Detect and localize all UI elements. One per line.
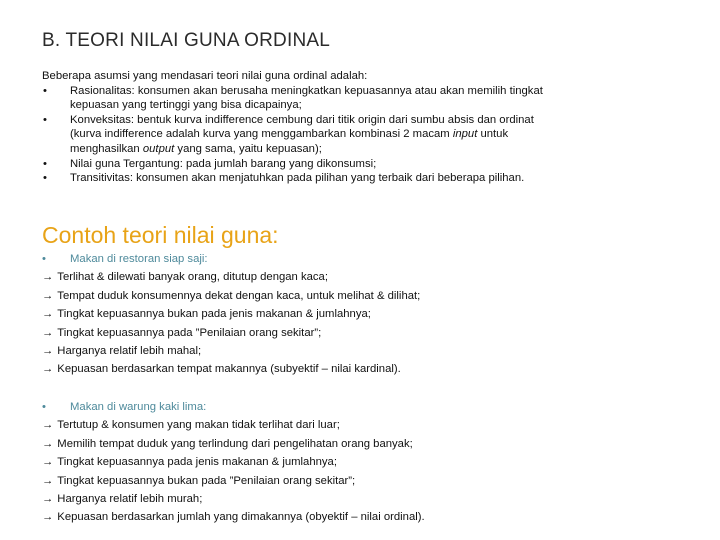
example-warung	[42, 398, 702, 527]
intro-lead: Beberapa asumsi yang mendasari teori nilai guna ordinal adalah:	[42, 70, 368, 82]
assumption-line: kepuasan yang tertinggi yang bisa dicapainya;	[70, 99, 302, 112]
arrow-item-text: Tingkat kepuasannya pada ”Penilaian orang sekitar”;	[57, 326, 322, 339]
arrow-item-text: Kepuasan berdasarkan tempat makannya (subyektif – nilai kardinal).	[57, 363, 401, 376]
arrow-item	[42, 342, 702, 360]
arrow-item-text: Harganya relatif lebih murah;	[57, 493, 203, 506]
arrow-icon: →	[42, 308, 54, 321]
emphasis-output: output	[142, 142, 175, 155]
arrow-item-text: Tempat duduk konsumennya dekat dengan kaca, untuk melihat & dilihat;	[57, 289, 421, 302]
bullet-dot: •	[43, 172, 47, 185]
arrow-item-text: Tingkat kepuasannya bukan pada jenis makanan & jumlahnya;	[57, 308, 371, 321]
assumption-line: Konveksitas: bentuk kurva indifference cembung dari titik origin dari sumbu absis dan ordinat	[70, 113, 534, 126]
text-run: untuk	[477, 128, 509, 141]
assumption-convexity	[42, 113, 702, 157]
arrow-icon: →	[42, 289, 54, 302]
arrow-item-text: Kepuasan berdasarkan jumlah yang dimakannya (obyektif – nilai ordinal).	[57, 511, 425, 524]
arrow-item	[42, 472, 702, 490]
assumption-dependent	[42, 157, 702, 172]
arrow-item-text: Memilih tempat duduk yang terlindung dari pengelihatan orang banyak;	[57, 437, 413, 450]
text-run: (kurva indifference adalah kurva yang menggambarkan kombinasi 2 macam	[70, 128, 453, 141]
arrow-item-text: Terlihat & dilewati banyak orang, ditutup dengan kaca;	[57, 271, 328, 284]
example-label	[42, 250, 702, 268]
arrow-item-text: Harganya relatif lebih mahal;	[57, 345, 202, 358]
arrow-item	[42, 453, 702, 471]
arrow-icon: →	[42, 437, 54, 450]
assumption-line: Transitivitas: konsumen akan menjatuhkan pada pilihan yang terbaik dari beberapa pilihan.	[70, 172, 525, 185]
arrow-item-text: Tingkat kepuasannya pada jenis makanan & jumlahnya;	[57, 456, 337, 469]
text-run: menghasilkan	[70, 142, 143, 155]
bullet-dot: •	[43, 113, 47, 126]
bullet-dot: •	[42, 253, 46, 265]
arrow-item	[42, 490, 702, 508]
example-label	[42, 398, 702, 416]
arrow-icon: →	[42, 363, 54, 376]
emphasis-input: input	[452, 128, 478, 141]
arrow-item	[42, 305, 702, 323]
arrow-item	[42, 508, 702, 526]
arrow-icon: →	[42, 493, 54, 506]
bullet-dot: •	[43, 84, 47, 97]
text-run: yang sama, yaitu kepuasan);	[174, 142, 322, 155]
arrow-icon: →	[42, 345, 54, 358]
arrow-icon: →	[42, 271, 54, 284]
example-label-text: Makan di warung kaki lima:	[70, 401, 207, 413]
arrow-item-text: Tingkat kepuasannya bukan pada ”Penilaian orang sekitar”;	[57, 474, 356, 487]
arrow-icon: →	[42, 511, 54, 524]
arrow-icon: →	[42, 456, 54, 469]
assumption-line	[70, 127, 702, 142]
arrow-item-text: Tertutup & konsumen yang makan tidak terlihat dari luar;	[57, 419, 340, 432]
arrow-item	[42, 324, 702, 342]
bullet-dot: •	[43, 157, 47, 170]
example-label-text: Makan di restoran siap saji:	[70, 253, 208, 265]
assumption-line: Rasionalitas: konsumen akan berusaha meningkatkan kepuasannya atau akan memilih tingkat	[70, 84, 543, 97]
bullet-dot: •	[42, 401, 46, 413]
assumption-transitivity	[42, 171, 702, 186]
arrow-icon: →	[42, 419, 54, 432]
arrow-item	[42, 268, 702, 286]
intro-block	[42, 69, 702, 186]
arrow-icon: →	[42, 326, 54, 339]
assumption-rationality	[42, 84, 702, 113]
arrow-item	[42, 287, 702, 305]
assumption-list	[42, 84, 702, 186]
arrow-icon: →	[42, 474, 54, 487]
slide-title: B. TEORI NILAI GUNA ORDINAL	[42, 30, 331, 51]
section-heading: Contoh teori nilai guna:	[42, 222, 279, 248]
example-restoran	[42, 250, 702, 379]
arrow-item	[42, 360, 702, 378]
assumption-line	[70, 142, 702, 157]
arrow-item	[42, 416, 702, 434]
arrow-item	[42, 435, 702, 453]
assumption-line: Nilai guna Tergantung: pada jumlah barang yang dikonsumsi;	[70, 157, 377, 170]
